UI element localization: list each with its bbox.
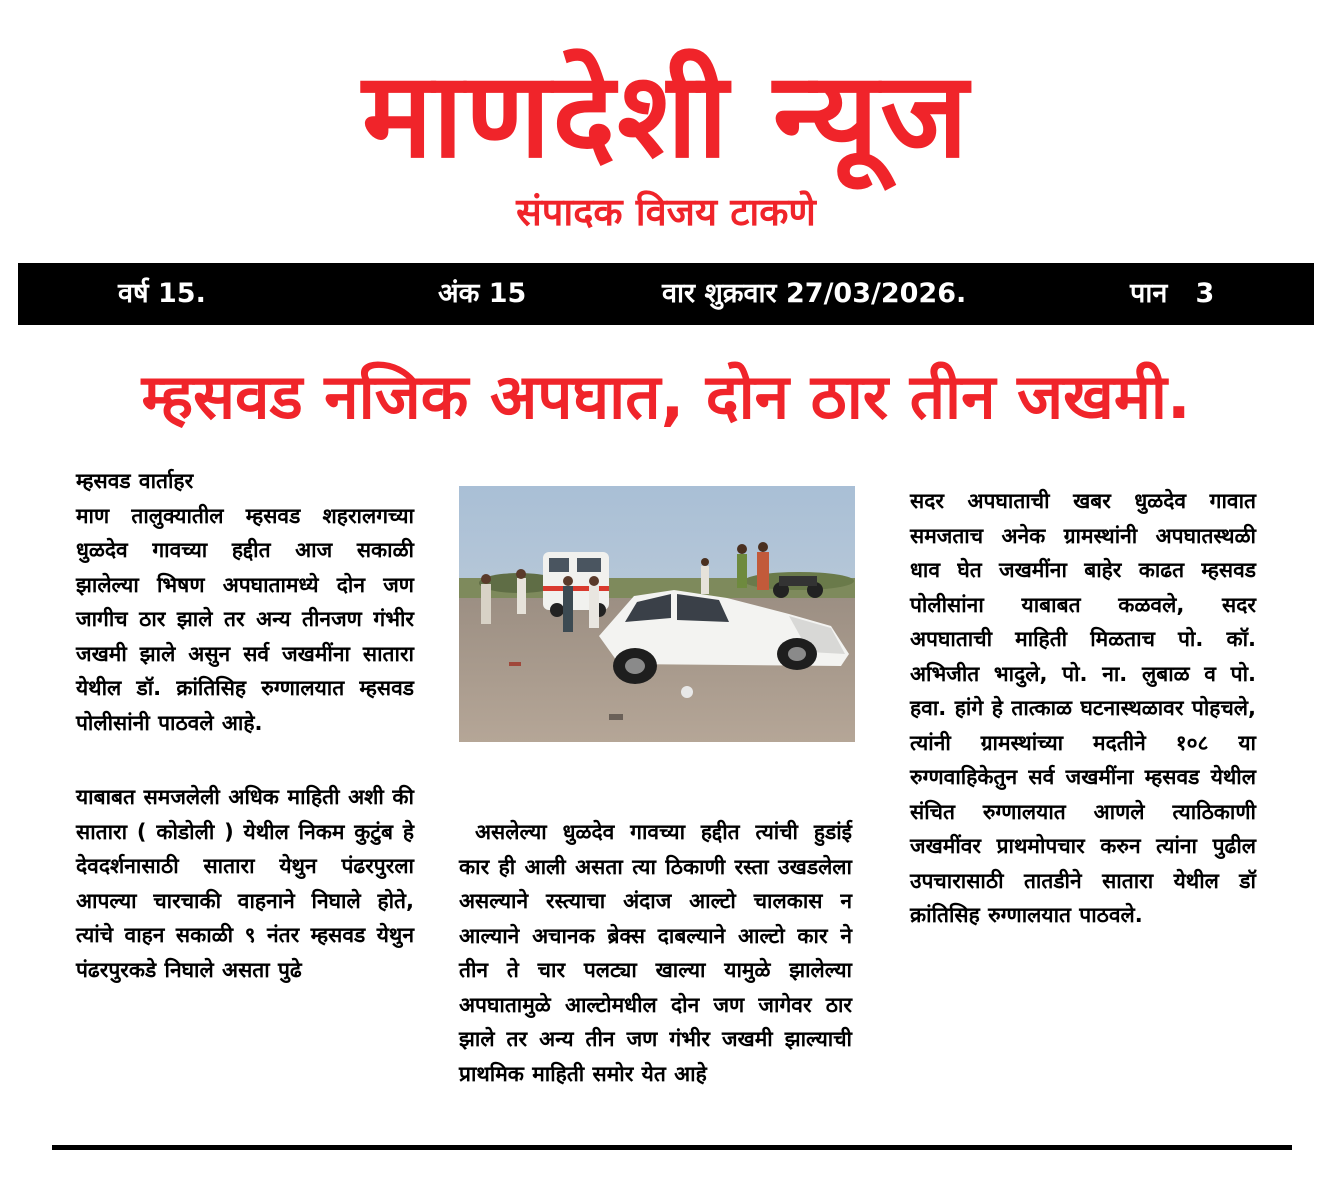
page-label: पान 3 <box>1130 278 1215 309</box>
paragraph-1: माण तालुक्यातील म्हसवड शहरालगच्या धुळदेव गावच्या हद्दीत आज सकाळी झालेल्या भिषण अपघातामध्ये दोन जण जागीच ठार झाले तर अन्य तीनजण गंभीर जखमी झाले असुन सर्व जखमींना सातारा येथील डॉ. क्रांतिसिह रुग्णालयात म्हसवड पोलीसांनी पाठवले आहे. <box>76 503 414 735</box>
masthead-title: माणदेशी न्यूज <box>362 46 970 184</box>
paragraph-3: असलेल्या धुळदेव गावच्या हद्दीत त्यांची हुडांई कार ही आली असता त्या ठिकाणी रस्ता उखडलेला असल्याने रस्त्याचा अंदाज आल्टो चालकास न आल्याने अचानक ब्रेक्स दाबल्याने आल्टो कार ने तीन ते चार पलट्या खाल्या यामुळे झालेल्या अपघातामुळे आल्टोमधील दोन जण जागेवर ठार झाले तर अन्य तीन जण गंभीर जखमी झाल्याची प्राथमिक माहिती समोर येत आहे <box>459 820 852 1086</box>
article-column-3 <box>910 484 1256 933</box>
dateline: म्हसवड वार्ताहर <box>76 469 194 493</box>
headline: म्हसवड नजिक अपघात, दोन ठार तीन जखमी. <box>141 360 1191 433</box>
issue-label: अंक 15 <box>438 278 527 309</box>
accident-photo-icon <box>459 486 855 742</box>
year-label: वर्ष 15. <box>118 278 206 309</box>
paragraph-2: याबाबत समजलेली अधिक माहिती अशी की सातारा ( कोडोली ) येथील निकम कुटुंब हे देवदर्शनासाठी सातारा येथुन पंढरपुरला आपल्या चारचाकी वाहनाने निघाले होते, त्यांचे वाहन सकाळी ९ नंतर म्हसवड येथुन पंढरपुरकडे निघाले असता पुढे <box>76 785 414 982</box>
article-column-1 <box>76 464 414 987</box>
paragraph-4: सदर अपघाताची खबर धुळदेव गावात समजताच अनेक ग्रामस्थांनी अपघातस्थळी धाव घेत जखमींना बाहेर काढत म्हसवड पोलीसांना याबाबत कळवले, सदर अपघाताची माहिती मिळताच पो. कॉ. अभिजीत भादुले, पो. ना. लुबाळ व पो. हवा. हांगे हे तात्काळ घटनास्थळावर पोहचले, त्यांनी ग्रामस्थांच्या मदतीने १०८ या रुग्णवाहिकेतुन सर्व जखमींना म्हसवड येथील संचित रुग्णालयात आणले त्याठिकाणी जखमींवर प्राथमोपचार करुन त्यांना पुढील उपचारासाठी तातडीने सातारा येथील डॉ क्रांतिसिह रुग्णालयात पाठवले. <box>910 489 1256 927</box>
bottom-rule <box>52 1145 1292 1150</box>
issue-info-bar <box>18 263 1314 325</box>
date-label: वार शुक्रवार 27/03/2026. <box>662 278 967 309</box>
editor-line: संपादक विजय टाकणे <box>516 190 816 234</box>
article-column-2 <box>459 815 852 1091</box>
accident-photo <box>459 486 855 742</box>
